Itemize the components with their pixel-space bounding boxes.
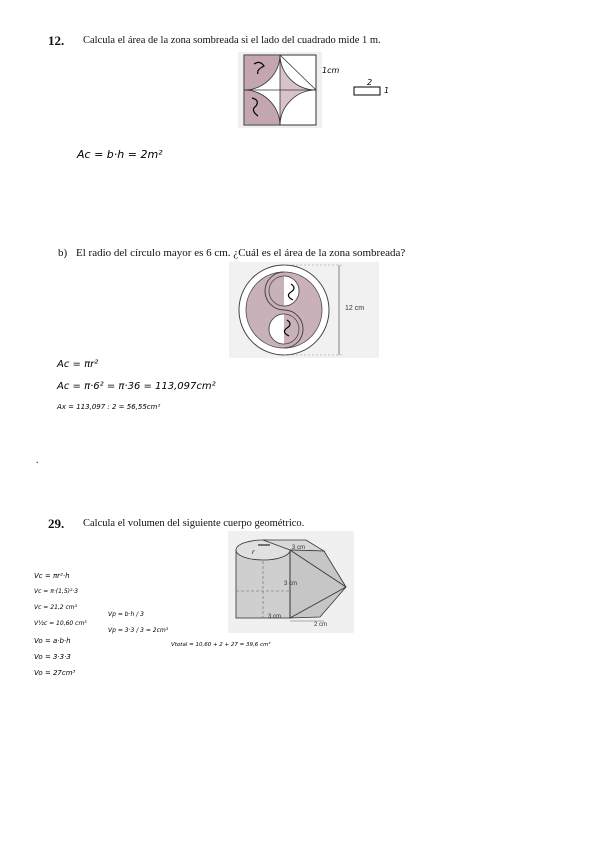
question-b-work-1: Ac = πr² xyxy=(57,359,99,370)
q29-work-left-2: Vc = π·(1,5)²·3 xyxy=(34,588,79,595)
question-b-work-2: Ac = π·6² = π·36 = 113,097cm² xyxy=(57,381,216,392)
rectangle-sketch-top-label: 2 xyxy=(367,78,373,87)
q29-work-left-6: Vo = 3·3·3 xyxy=(34,653,71,661)
question-b-text: El radio del círculo mayor es 6 cm. ¿Cuál es el área de la zona sombreada? xyxy=(76,247,406,259)
question-12-number: 12. xyxy=(48,33,65,48)
question-29-text: Calcula el volumen del siguiente cuerpo geométrico. xyxy=(83,518,305,529)
question-29-number: 29. xyxy=(48,516,65,531)
solid-radius-label: r xyxy=(252,549,255,556)
q29-work-left-4: V½c = 10,60 cm³ xyxy=(34,620,87,627)
circle-diameter-label: 12 cm xyxy=(345,305,365,312)
q29-work-mid-1: Vp = b·h / 3 xyxy=(108,611,144,618)
shaded-square-figure xyxy=(238,52,322,128)
q29-work-mid-2: Vp = 3·3 / 3 = 2cm³ xyxy=(108,627,169,634)
question-b-label: b) xyxy=(58,247,68,259)
solid-top-label: 3 cm xyxy=(292,545,306,551)
q29-total: Vtotal = 10,60 + 2 + 27 = 39,6 cm³ xyxy=(171,642,271,648)
question-12-answer: Ac = b·h = 2m² xyxy=(77,148,163,161)
rectangle-sketch-right-label: 1 xyxy=(384,86,390,95)
solid-bottom-label: 3 cm xyxy=(268,614,282,620)
solid-right-label: 2 cm xyxy=(314,622,328,628)
square-side-label: 1cm xyxy=(322,66,340,75)
question-12-text: Calcula el área de la zona sombreada si el lado del cuadrado mide 1 m. xyxy=(83,35,381,46)
q29-work-left-1: Vc = πr²·h xyxy=(34,572,70,580)
solid-mid-label: 3 cm xyxy=(284,581,298,587)
q29-work-left-3: Vc = 21,2 cm³ xyxy=(34,604,78,611)
q29-work-left-7: Vo = 27cm³ xyxy=(34,669,76,677)
q29-work-left-5: Vo = a·b·h xyxy=(34,637,71,645)
stray-dot: . xyxy=(36,455,39,466)
question-b-work-3: Ax = 113,097 : 2 = 56,55cm² xyxy=(57,403,161,411)
